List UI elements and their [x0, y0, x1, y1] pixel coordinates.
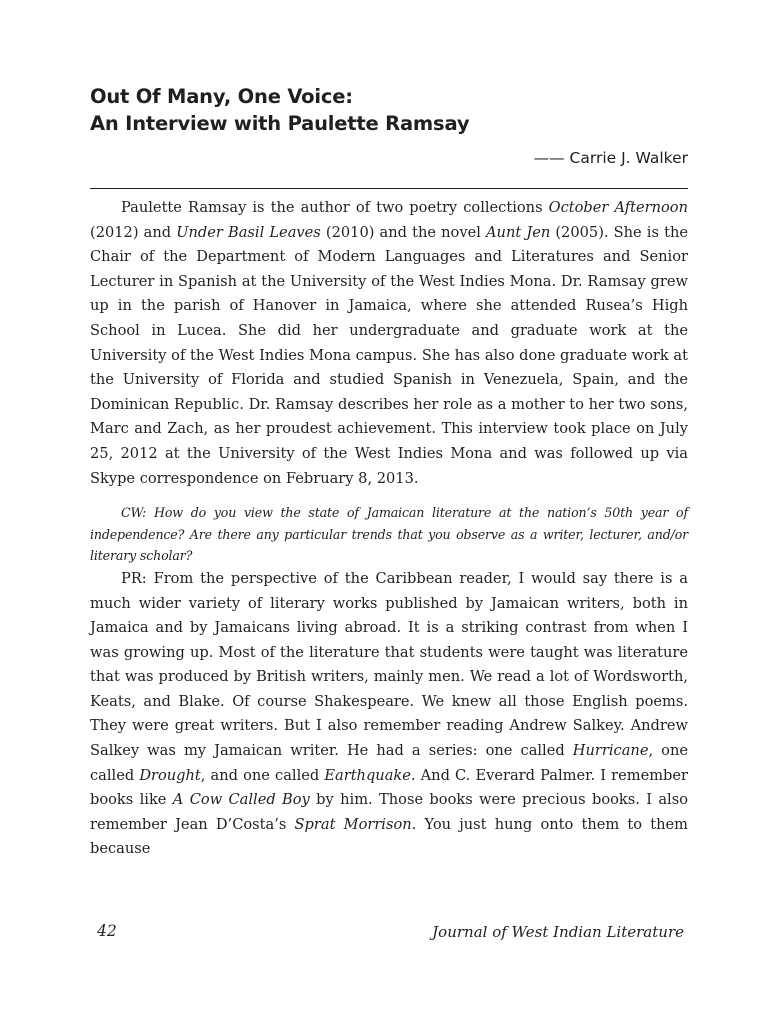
- intro-text-4: (2005). She is the Chair of the Department of Modern Languages and Literatures and Senior Lecturer in Spanish at the University of the West Indies Mona. Dr. Ramsay grew up in the parish of Hanover in Jamaica, where she attended Rusea’s High School in Lucea. She did her undergraduate and graduate work at the University of the West Indies Mona campus. She has also done graduate work at the University of Florida and studied Spanish in Venezuela, Spain, and the Dominican Republic. Dr. Ramsay describes her role as a mother to her two sons, Marc and Zach, as her proudest achievement. This interview took place on July 25, 2012 at the University of the West Indies Mona and was followed up via Skype correspondence on February 8, 2013.: [90, 223, 688, 487]
- author-byline: —— Carrie J. Walker: [533, 149, 688, 167]
- answer-text-4: . And C. Everard Palmer. I remember books like: [90, 766, 688, 809]
- intro-text-1: Paulette Ramsay is the author of two poetry collections: [121, 199, 549, 216]
- intro-paragraph: [90, 196, 688, 491]
- journal-name: Journal of West Indian Literature: [432, 923, 684, 941]
- answer-text-3: , and one called: [200, 766, 325, 784]
- answer-text-5: by him. Those books were precious books. I also remember Jean D’Costa’s: [90, 791, 688, 833]
- article-body: [90, 196, 688, 862]
- book-title-a-cow-called-boy: A Cow Called Boy: [172, 791, 310, 809]
- book-title-earthquake: Earthquake: [324, 766, 411, 784]
- answer-text-2: , one called: [90, 742, 688, 784]
- answer-text-1: PR: From the perspective of the Caribbean reader, I would say there is a much wider variety of literary works published by Jamaican writers, both in Jamaica and by Jamaicans living abroad. It is a striking contrast from when I was growing up. Most of the literature that students were taught was literature that was produced by British writers, mainly men. We read a lot of Wordsworth, Keats, and Blake. Of course Shakespeare. We knew all those English poems. They were great writers. But I also remember reading Andrew Salkey. Andrew Salkey was my Jamaican writer. He had a series: one called: [90, 569, 688, 760]
- book-title-aunt-jen: Aunt Jen: [486, 223, 551, 241]
- article-title: [90, 83, 690, 137]
- interview-question: CW: How do you view the state of Jamaican literature at the nation’s 50th year of independence? Are there any particular trends that you observe as a writer, lecturer, and/or literary scholar?: [90, 505, 688, 564]
- interview-answer: [90, 567, 688, 862]
- answer-text-6: . You just hung onto them to them because: [90, 815, 689, 858]
- intro-text-2: (2012) and: [90, 223, 177, 241]
- book-title-drought: Drought: [139, 766, 201, 784]
- book-title-hurricane: Hurricane: [572, 742, 649, 760]
- intro-text-3: (2010) and the novel: [320, 223, 487, 241]
- book-title-sprat-morrison: Sprat Morrison: [294, 815, 412, 833]
- header-divider: [90, 188, 688, 189]
- book-title-october-afternoon: October Afternoon: [548, 199, 688, 216]
- title-line-2: An Interview with Paulette Ramsay: [90, 112, 470, 135]
- page-number: 42: [97, 922, 117, 940]
- title-line-1: Out Of Many, One Voice:: [90, 85, 353, 108]
- book-title-under-basil-leaves: Under Basil Leaves: [176, 223, 321, 241]
